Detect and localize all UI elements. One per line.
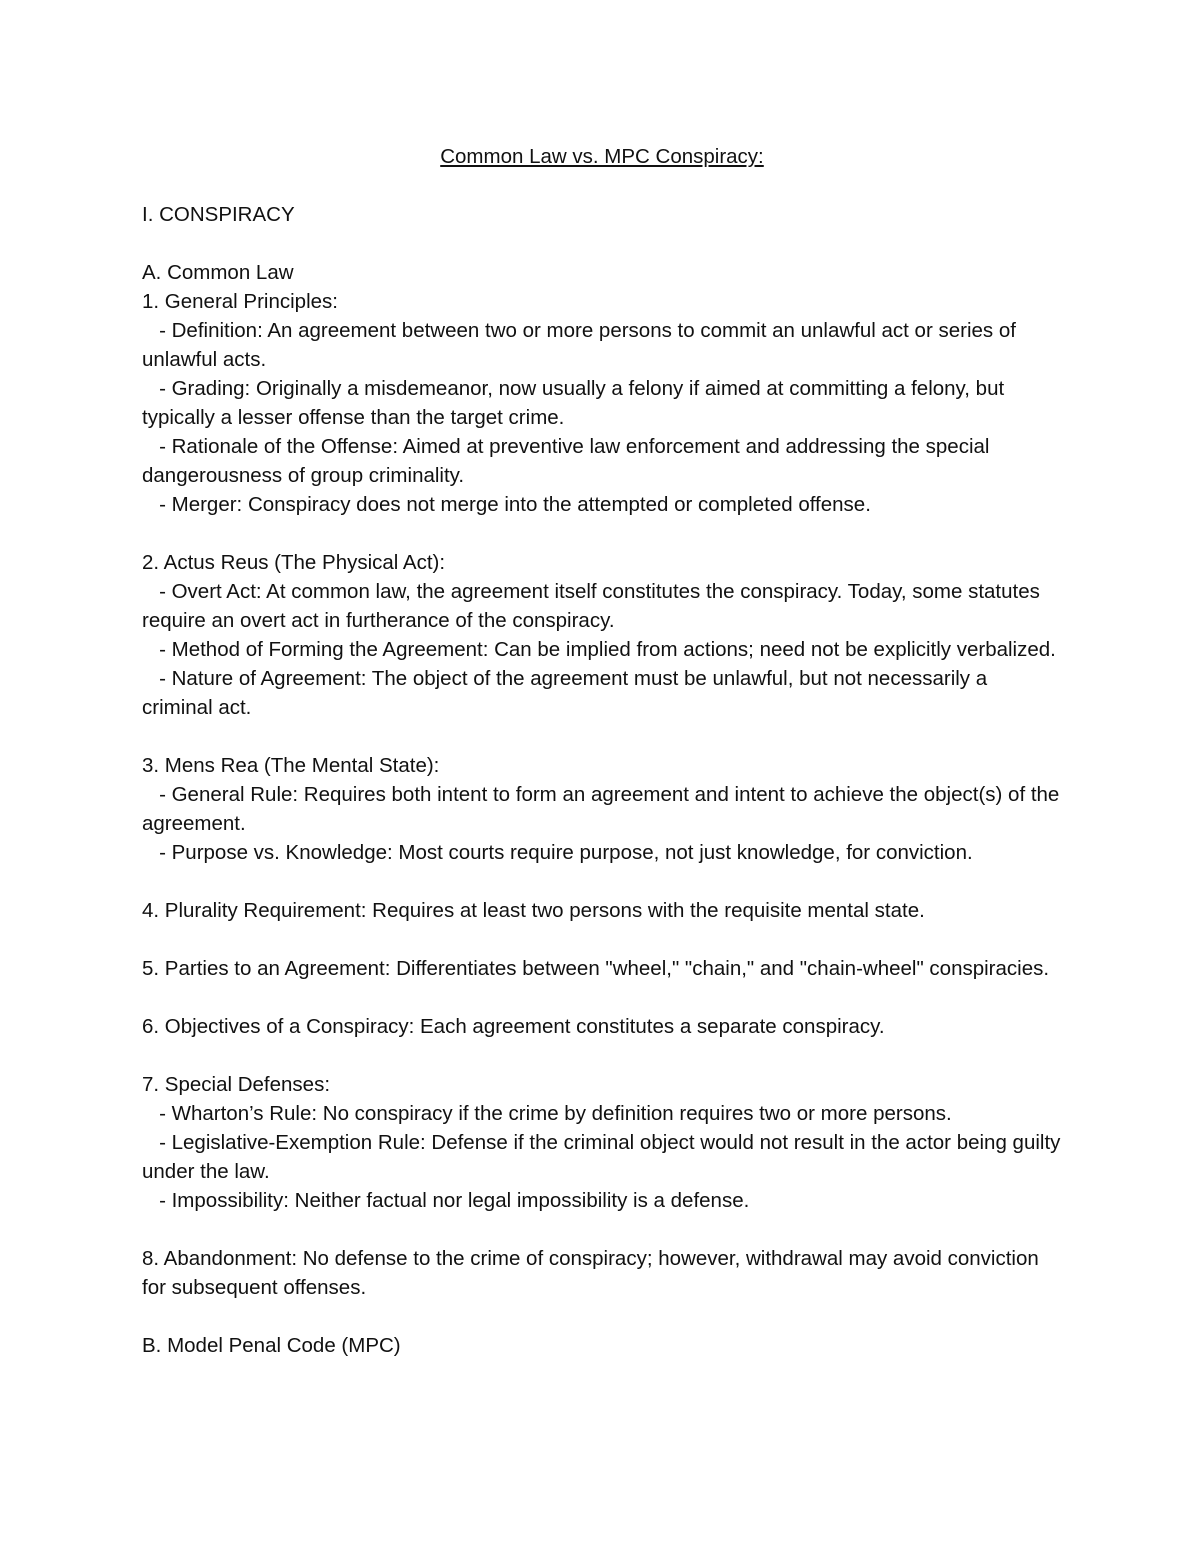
spacer — [142, 1041, 1062, 1070]
section-a-heading: A. Common Law — [142, 261, 294, 284]
spacer — [142, 519, 1062, 548]
item7-bullet-impossibility: - Impossibility: Neither factual nor legal impossibility is a defense. — [142, 1189, 750, 1212]
spacer — [142, 171, 1062, 200]
item3-bullet-purpose: - Purpose vs. Knowledge: Most courts require purpose, not just knowledge, for conviction. — [142, 841, 973, 864]
item2-bullet-nature: - Nature of Agreement: The object of the agreement must be unlawful, but not necessarily a criminal act. — [142, 667, 993, 719]
item7-bullet-wharton: - Wharton’s Rule: No conspiracy if the crime by definition requires two or more persons. — [142, 1102, 952, 1125]
item1-bullet-rationale: - Rationale of the Offense: Aimed at preventive law enforcement and addressing the special dangerousness of group criminality. — [142, 435, 996, 487]
item1-bullet-grading: - Grading: Originally a misdemeanor, now usually a felony if aimed at committing a felony, but typically a lesser offense than the target crime. — [142, 377, 1010, 429]
spacer — [142, 229, 1062, 258]
document-title: Common Law vs. MPC Conspiracy: — [440, 145, 764, 168]
spacer — [142, 722, 1062, 751]
spacer — [142, 1302, 1062, 1331]
section-b-heading: B. Model Penal Code (MPC) — [142, 1334, 401, 1357]
part-heading: I. CONSPIRACY — [142, 203, 295, 226]
item5-parties: 5. Parties to an Agreement: Differentiates between "wheel," "chain," and "chain-wheel" conspiracies. — [142, 957, 1050, 980]
item7-bullet-legislative: - Legislative-Exemption Rule: Defense if the criminal object would not result in the actor being guilty under the law. — [142, 1131, 1067, 1183]
item1-bullet-merger: - Merger: Conspiracy does not merge into the attempted or completed offense. — [142, 493, 871, 516]
item6-objectives: 6. Objectives of a Conspiracy: Each agreement constitutes a separate conspiracy. — [142, 1015, 885, 1038]
document-body — [142, 142, 1067, 1360]
spacer — [142, 925, 1062, 954]
item2-heading: 2. Actus Reus (The Physical Act): — [142, 551, 446, 574]
item4-plurality: 4. Plurality Requirement: Requires at least two persons with the requisite mental state. — [142, 899, 925, 922]
item2-bullet-method: - Method of Forming the Agreement: Can be implied from actions; need not be explicitly verbalized. — [142, 638, 1056, 661]
item1-heading: 1. General Principles: — [142, 290, 338, 313]
item3-bullet-general-rule: - General Rule: Requires both intent to form an agreement and intent to achieve the object(s) of the agreement. — [142, 783, 1066, 835]
item2-bullet-overt-act: - Overt Act: At common law, the agreement itself constitutes the conspiracy. Today, some statutes require an overt act in furtherance of the conspiracy. — [142, 580, 1046, 632]
spacer — [142, 1215, 1062, 1244]
spacer — [142, 867, 1062, 896]
item7-heading: 7. Special Defenses: — [142, 1073, 331, 1096]
spacer — [142, 983, 1062, 1012]
item1-bullet-definition: - Definition: An agreement between two or more persons to commit an unlawful act or series of unlawful acts. — [142, 319, 1022, 371]
item8-abandonment: 8. Abandonment: No defense to the crime of conspiracy; however, withdrawal may avoid conviction for subsequent offenses. — [142, 1247, 1045, 1299]
item3-heading: 3. Mens Rea (The Mental State): — [142, 754, 440, 777]
